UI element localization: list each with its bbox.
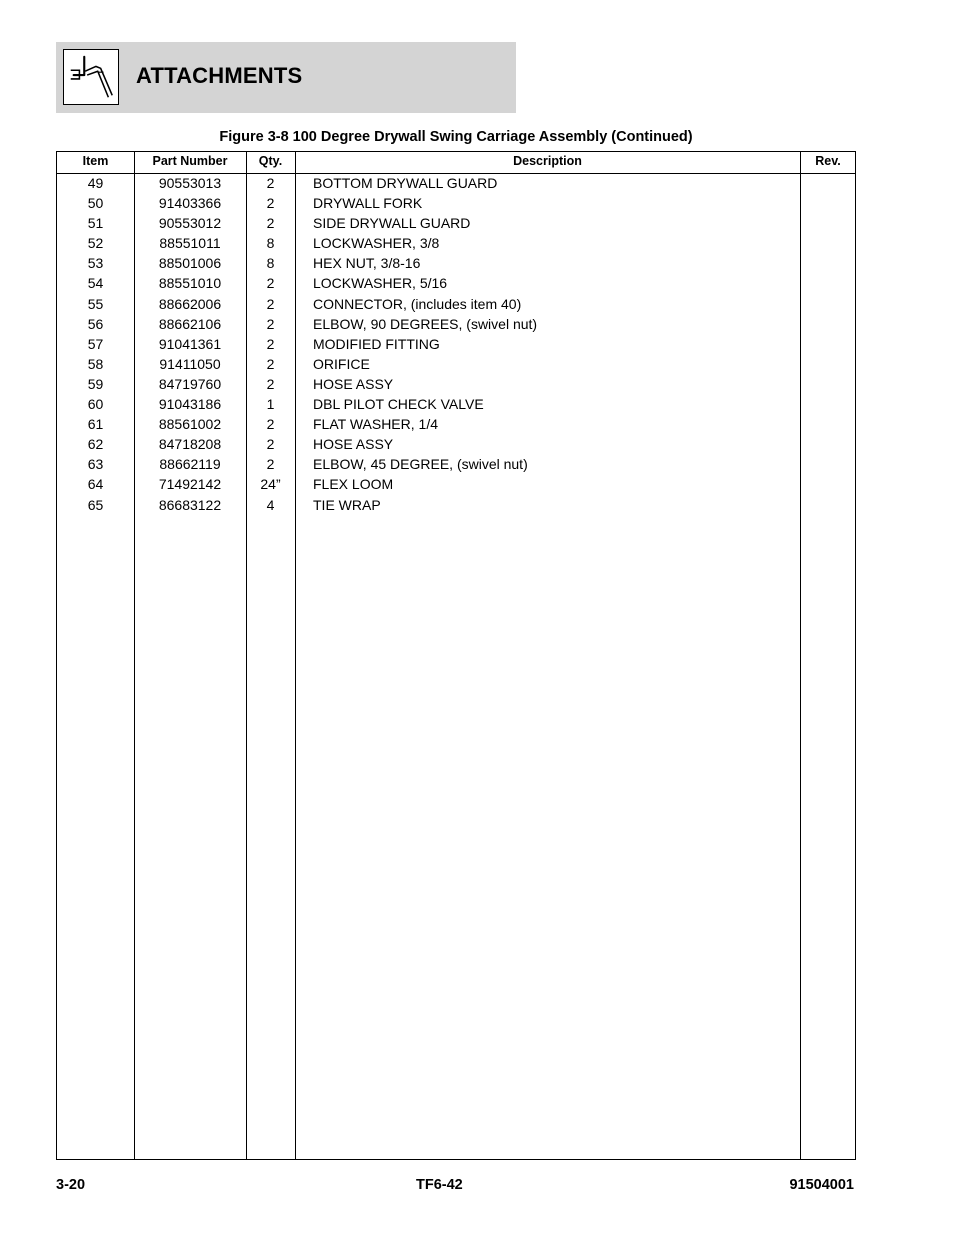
qty-cell: 24” — [260, 476, 281, 493]
qty-cell: 2 — [266, 215, 275, 232]
table-body — [57, 174, 855, 516]
section-header — [56, 42, 516, 113]
qty-cell: 2 — [266, 195, 275, 212]
description-cell: ELBOW, 45 DEGREE, (swivel nut) — [313, 456, 528, 473]
qty-cell: 2 — [266, 355, 275, 372]
table-row — [57, 435, 855, 455]
qty-cell: 2 — [266, 416, 275, 433]
column-header-item: Item — [82, 154, 109, 168]
description-cell: DBL PILOT CHECK VALVE — [313, 396, 484, 413]
part-number-cell: 84718208 — [158, 436, 222, 453]
item-cell: 65 — [87, 496, 104, 513]
description-cell: FLAT WASHER, 1/4 — [313, 416, 438, 433]
table-row — [57, 214, 855, 234]
description-cell: LOCKWASHER, 5/16 — [313, 275, 448, 292]
model-number: TF6-42 — [416, 1177, 463, 1193]
table-row — [57, 395, 855, 415]
table-row — [57, 475, 855, 495]
part-number-cell: 71492142 — [158, 476, 222, 493]
part-number-cell: 86683122 — [158, 496, 222, 513]
part-number-cell: 91041361 — [158, 335, 222, 352]
description-cell: ELBOW, 90 DEGREES, (swivel nut) — [313, 315, 538, 332]
item-cell: 52 — [87, 235, 104, 252]
part-number-cell: 88662006 — [158, 295, 222, 312]
table-row — [57, 194, 855, 214]
item-cell: 51 — [87, 215, 104, 232]
manual-number: 91504001 — [789, 1177, 854, 1193]
description-cell: CONNECTOR, (includes item 40) — [313, 295, 522, 312]
part-number-cell: 88551010 — [158, 275, 222, 292]
part-number-cell: 88501006 — [158, 255, 222, 272]
qty-cell: 2 — [266, 275, 275, 292]
page-number: 3-20 — [56, 1177, 86, 1193]
description-cell: HEX NUT, 3/8-16 — [313, 255, 421, 272]
part-number-cell: 88662119 — [159, 456, 221, 473]
part-number-cell: 88561002 — [158, 416, 222, 433]
item-cell: 54 — [87, 275, 104, 292]
table-row — [57, 234, 855, 254]
description-cell: MODIFIED FITTING — [313, 335, 440, 352]
table-row — [57, 254, 855, 274]
item-cell: 50 — [87, 195, 104, 212]
column-header-description: Description — [513, 154, 582, 168]
qty-cell: 2 — [266, 295, 275, 312]
qty-cell: 2 — [266, 335, 275, 352]
column-header-rev: Rev. — [815, 154, 841, 168]
attachment-tool-icon — [63, 49, 119, 105]
table-row — [57, 335, 855, 355]
item-cell: 49 — [87, 175, 104, 191]
description-cell: TIE WRAP — [313, 496, 381, 513]
qty-cell: 2 — [266, 315, 275, 332]
table-row — [57, 315, 855, 335]
item-cell: 61 — [87, 416, 104, 433]
description-cell: FLEX LOOM — [313, 476, 394, 493]
part-number-cell: 90553012 — [158, 215, 222, 232]
item-cell: 58 — [87, 355, 104, 372]
item-cell: 57 — [87, 335, 104, 352]
part-number-cell: 91403366 — [158, 195, 222, 212]
item-cell: 62 — [87, 436, 104, 453]
table-row — [57, 295, 855, 315]
qty-cell: 8 — [266, 235, 275, 252]
part-number-cell: 88662106 — [158, 315, 222, 332]
description-cell: LOCKWASHER, 3/8 — [313, 235, 440, 252]
column-header-qty: Qty. — [258, 154, 283, 168]
part-number-cell: 91411050 — [159, 355, 221, 372]
figure-title: Figure 3-8 100 Degree Drywall Swing Carriage Assembly (Continued) — [219, 129, 693, 145]
qty-cell: 4 — [266, 496, 275, 513]
description-cell: ORIFICE — [313, 355, 370, 372]
parts-table — [56, 151, 856, 1160]
column-header-part-number: Part Number — [152, 154, 228, 168]
qty-cell: 2 — [266, 456, 275, 473]
description-cell: HOSE ASSY — [313, 436, 394, 453]
qty-cell: 2 — [266, 436, 275, 453]
table-row — [57, 355, 855, 375]
item-cell: 56 — [87, 315, 104, 332]
table-row — [57, 375, 855, 395]
qty-cell: 2 — [266, 375, 275, 392]
section-title: ATTACHMENTS — [136, 63, 303, 88]
qty-cell: 8 — [266, 255, 275, 272]
part-number-cell: 90553013 — [158, 175, 222, 191]
item-cell: 53 — [87, 255, 104, 272]
part-number-cell: 91043186 — [158, 396, 222, 413]
part-number-cell: 84719760 — [158, 375, 222, 392]
table-row — [57, 174, 855, 194]
table-row — [57, 415, 855, 435]
item-cell: 59 — [87, 375, 104, 392]
item-cell: 63 — [87, 456, 104, 473]
qty-cell: 2 — [266, 175, 275, 191]
item-cell: 64 — [87, 476, 104, 493]
table-row — [57, 274, 855, 294]
item-cell: 55 — [87, 295, 104, 312]
description-cell: SIDE DRYWALL GUARD — [313, 215, 471, 232]
qty-cell: 1 — [266, 396, 275, 413]
description-cell: DRYWALL FORK — [313, 195, 423, 212]
description-cell: BOTTOM DRYWALL GUARD — [313, 175, 498, 191]
table-row — [57, 455, 855, 475]
table-row — [57, 496, 855, 516]
description-cell: HOSE ASSY — [313, 375, 394, 392]
item-cell: 60 — [87, 396, 104, 413]
part-number-cell: 88551011 — [159, 235, 221, 252]
